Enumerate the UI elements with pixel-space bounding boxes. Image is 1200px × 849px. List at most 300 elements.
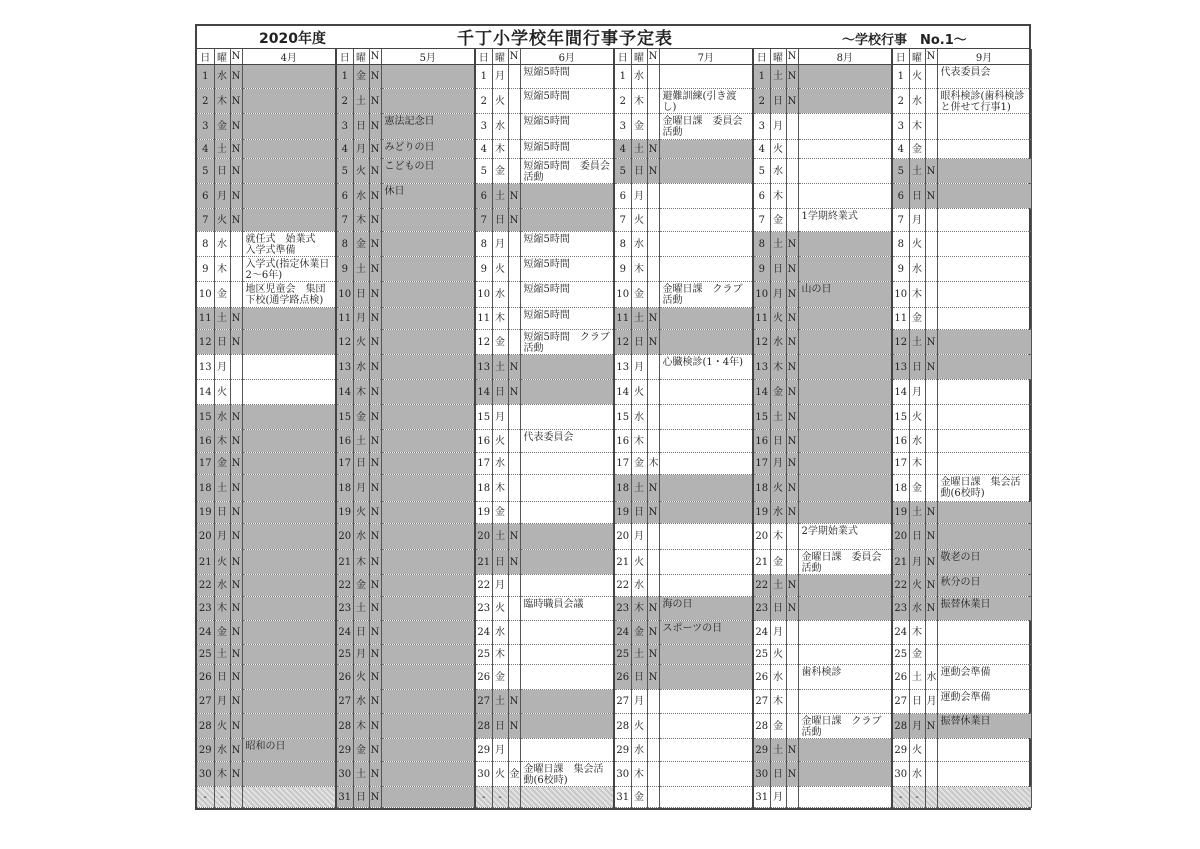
day-cell: 23 <box>614 597 631 621</box>
event-cell <box>381 690 475 714</box>
day-cell: 1 <box>475 65 492 89</box>
day-cell: 6 <box>614 184 631 209</box>
day-cell: 26 <box>336 665 353 690</box>
day-cell: - <box>475 787 492 808</box>
weekday-cell: 木 <box>631 597 647 621</box>
day-cell: 3 <box>614 114 631 140</box>
table-row <box>197 453 1031 475</box>
n-cell <box>925 89 937 114</box>
day-cell: 27 <box>892 690 909 714</box>
event-cell: 短縮5時間 <box>520 282 614 308</box>
weekday-cell: 水 <box>492 621 508 645</box>
day-cell: 28 <box>753 714 770 739</box>
n-cell <box>925 209 937 232</box>
event-cell <box>381 575 475 597</box>
day-cell: 26 <box>892 665 909 690</box>
weekday-cell: 土 <box>631 308 647 330</box>
n-cell: N <box>508 550 520 575</box>
n-cell <box>786 209 798 232</box>
n-cell: N <box>230 453 242 475</box>
weekday-cell: 水 <box>909 762 925 787</box>
weekday-cell: 木 <box>492 645 508 665</box>
column-header-month: 5月 <box>381 49 475 65</box>
n-cell: N <box>647 645 659 665</box>
day-cell: 4 <box>197 140 214 159</box>
day-cell: 14 <box>892 380 909 405</box>
page-subtitle: ～学校行事 No.1～ <box>842 33 967 48</box>
weekday-cell: 火 <box>770 308 786 330</box>
weekday-cell: 火 <box>214 550 230 575</box>
n-cell <box>925 739 937 762</box>
n-cell <box>508 665 520 690</box>
day-cell: 2 <box>197 89 214 114</box>
n-cell <box>925 232 937 257</box>
weekday-cell: 土 <box>909 159 925 184</box>
table-row <box>197 502 1031 524</box>
n-cell <box>786 114 798 140</box>
day-cell: 19 <box>892 502 909 524</box>
column-header-weekday: 曜 <box>631 49 647 65</box>
event-cell <box>798 330 892 355</box>
weekday-cell: 火 <box>353 665 369 690</box>
weekday-cell: 火 <box>770 140 786 159</box>
weekday-cell: 月 <box>909 380 925 405</box>
event-cell: 運動会準備 <box>937 690 1031 714</box>
day-cell: 17 <box>892 453 909 475</box>
day-cell: 15 <box>197 405 214 430</box>
n-cell: N <box>230 690 242 714</box>
n-cell: N <box>369 65 381 89</box>
day-cell: 12 <box>475 330 492 355</box>
event-cell <box>520 209 614 232</box>
weekday-cell: 木 <box>353 550 369 575</box>
day-cell: 25 <box>892 645 909 665</box>
weekday-cell: 土 <box>909 502 925 524</box>
n-cell: N <box>647 597 659 621</box>
event-cell <box>937 502 1031 524</box>
weekday-cell: 月 <box>214 524 230 550</box>
n-cell <box>508 575 520 597</box>
n-cell <box>647 65 659 89</box>
day-cell: 16 <box>197 430 214 453</box>
weekday-cell: 火 <box>909 65 925 89</box>
weekday-cell: 土 <box>909 330 925 355</box>
event-cell: 短縮5時間 <box>520 232 614 257</box>
table-row <box>197 787 1031 808</box>
n-cell <box>508 645 520 665</box>
day-cell: 3 <box>336 114 353 140</box>
event-cell: 1学期終業式 <box>798 209 892 232</box>
event-cell <box>381 645 475 665</box>
n-cell <box>508 232 520 257</box>
n-cell: N <box>925 159 937 184</box>
n-cell: N <box>369 114 381 140</box>
n-cell <box>647 380 659 405</box>
column-header-weekday: 曜 <box>214 49 230 65</box>
weekday-cell: 月 <box>353 475 369 502</box>
weekday-cell: 木 <box>353 714 369 739</box>
event-cell <box>937 159 1031 184</box>
weekday-cell: 木 <box>770 524 786 550</box>
n-cell: N <box>369 453 381 475</box>
event-cell <box>937 430 1031 453</box>
event-cell <box>937 645 1031 665</box>
weekday-cell: 火 <box>492 257 508 282</box>
day-cell: 19 <box>753 502 770 524</box>
n-cell: N <box>230 550 242 575</box>
day-cell: 26 <box>753 665 770 690</box>
n-cell: N <box>925 524 937 550</box>
day-cell: 1 <box>753 65 770 89</box>
event-cell: 短縮5時間 委員会活動 <box>520 159 614 184</box>
n-cell <box>786 159 798 184</box>
event-cell: 避難訓練(引き渡し) <box>659 89 753 114</box>
event-cell <box>937 184 1031 209</box>
n-cell <box>786 690 798 714</box>
n-cell: N <box>369 380 381 405</box>
weekday-cell: 金 <box>353 405 369 430</box>
n-cell <box>647 184 659 209</box>
weekday-cell: 火 <box>353 159 369 184</box>
day-cell: 22 <box>614 575 631 597</box>
day-cell: 2 <box>614 89 631 114</box>
weekday-cell: 日 <box>492 209 508 232</box>
weekday-cell: 水 <box>492 114 508 140</box>
day-cell: 18 <box>892 475 909 502</box>
n-cell: N <box>925 550 937 575</box>
n-cell: N <box>230 140 242 159</box>
n-cell: N <box>369 330 381 355</box>
day-cell: 3 <box>197 114 214 140</box>
event-cell: 心臓検診(1・4年) <box>659 355 753 380</box>
n-cell: N <box>925 184 937 209</box>
n-cell: N <box>369 524 381 550</box>
n-cell <box>925 787 937 808</box>
day-cell: 13 <box>753 355 770 380</box>
table-row <box>197 645 1031 665</box>
event-cell: 短縮5時間 <box>520 257 614 282</box>
table-row <box>197 159 1031 184</box>
event-cell <box>381 405 475 430</box>
event-cell <box>659 308 753 330</box>
n-cell: N <box>369 597 381 621</box>
day-cell: 24 <box>475 621 492 645</box>
day-cell: 14 <box>614 380 631 405</box>
weekday-cell: 水 <box>492 282 508 308</box>
event-cell: 代表委員会 <box>520 430 614 453</box>
event-cell <box>381 502 475 524</box>
day-cell: 17 <box>614 453 631 475</box>
day-cell: 26 <box>197 665 214 690</box>
n-cell: N <box>230 645 242 665</box>
event-cell <box>937 330 1031 355</box>
n-cell: N <box>925 714 937 739</box>
weekday-cell: 木 <box>353 209 369 232</box>
weekday-cell: 月 <box>770 282 786 308</box>
n-cell <box>647 524 659 550</box>
n-cell <box>786 787 798 808</box>
n-cell <box>925 762 937 787</box>
event-cell <box>520 575 614 597</box>
n-cell: N <box>508 184 520 209</box>
weekday-cell: 水 <box>214 575 230 597</box>
n-cell: N <box>369 308 381 330</box>
weekday-cell: 月 <box>770 621 786 645</box>
day-cell: 2 <box>892 89 909 114</box>
weekday-cell: 金 <box>492 502 508 524</box>
day-cell: 23 <box>197 597 214 621</box>
event-cell <box>937 621 1031 645</box>
day-cell: 20 <box>197 524 214 550</box>
n-cell <box>647 89 659 114</box>
day-cell: 9 <box>614 257 631 282</box>
day-cell: 27 <box>336 690 353 714</box>
n-cell: N <box>786 65 798 89</box>
event-cell <box>937 232 1031 257</box>
weekday-cell: 日 <box>214 665 230 690</box>
day-cell: 21 <box>336 550 353 575</box>
event-cell <box>659 787 753 808</box>
n-cell <box>230 787 242 808</box>
weekday-cell: 月 <box>492 232 508 257</box>
column-header-weekday: 曜 <box>353 49 369 65</box>
event-cell <box>242 330 336 355</box>
n-cell <box>925 282 937 308</box>
event-cell <box>798 308 892 330</box>
weekday-cell: 木 <box>909 114 925 140</box>
day-cell: 31 <box>614 787 631 808</box>
n-cell <box>508 475 520 502</box>
weekday-cell: 土 <box>770 232 786 257</box>
day-cell: 9 <box>475 257 492 282</box>
event-cell <box>659 65 753 89</box>
day-cell: 25 <box>753 645 770 665</box>
column-header-n: N <box>786 49 798 65</box>
n-cell <box>925 140 937 159</box>
day-cell: 28 <box>892 714 909 739</box>
day-cell: 15 <box>892 405 909 430</box>
n-cell: N <box>786 575 798 597</box>
day-cell: 6 <box>197 184 214 209</box>
weekday-cell: 月 <box>770 787 786 808</box>
n-cell <box>508 621 520 645</box>
n-cell: N <box>369 209 381 232</box>
weekday-cell: 土 <box>770 405 786 430</box>
column-header-n: N <box>508 49 520 65</box>
n-cell: N <box>925 575 937 597</box>
day-cell: 4 <box>475 140 492 159</box>
day-cell: 5 <box>197 159 214 184</box>
weekday-cell: 水 <box>770 502 786 524</box>
event-cell <box>520 355 614 380</box>
n-cell: N <box>786 380 798 405</box>
weekday-cell: 土 <box>770 575 786 597</box>
n-cell <box>508 89 520 114</box>
event-cell <box>798 89 892 114</box>
event-cell <box>242 665 336 690</box>
event-cell: 短縮5時間 <box>520 114 614 140</box>
n-cell: N <box>230 739 242 762</box>
day-cell: 5 <box>753 159 770 184</box>
n-cell: N <box>230 502 242 524</box>
event-cell <box>937 787 1031 808</box>
event-cell <box>242 89 336 114</box>
event-cell <box>520 184 614 209</box>
n-cell: N <box>369 645 381 665</box>
day-cell: 15 <box>614 405 631 430</box>
weekday-cell: 日 <box>353 114 369 140</box>
day-cell: 29 <box>892 739 909 762</box>
event-cell <box>381 308 475 330</box>
day-cell: 28 <box>197 714 214 739</box>
weekday-cell: 水 <box>909 89 925 114</box>
n-cell: N <box>925 597 937 621</box>
weekday-cell: 月 <box>353 140 369 159</box>
event-cell: 秋分の日 <box>937 575 1031 597</box>
n-cell: N <box>369 232 381 257</box>
event-cell <box>520 475 614 502</box>
n-cell <box>508 140 520 159</box>
event-cell <box>242 140 336 159</box>
n-cell <box>508 739 520 762</box>
day-cell: 27 <box>753 690 770 714</box>
weekday-cell: 火 <box>214 714 230 739</box>
day-cell: 5 <box>892 159 909 184</box>
day-cell: 1 <box>197 65 214 89</box>
event-cell <box>798 597 892 621</box>
weekday-cell: 水 <box>770 159 786 184</box>
event-cell <box>381 355 475 380</box>
weekday-cell: 月 <box>909 714 925 739</box>
day-cell: 1 <box>892 65 909 89</box>
day-cell: 28 <box>475 714 492 739</box>
day-cell: 6 <box>475 184 492 209</box>
weekday-cell: 水 <box>909 430 925 453</box>
weekday-cell: 木 <box>492 475 508 502</box>
day-cell: 3 <box>892 114 909 140</box>
day-cell: 6 <box>753 184 770 209</box>
weekday-cell: 土 <box>492 690 508 714</box>
n-cell: N <box>230 65 242 89</box>
n-cell: 月 <box>925 690 937 714</box>
n-cell: N <box>230 621 242 645</box>
day-cell: 19 <box>475 502 492 524</box>
day-cell: 19 <box>614 502 631 524</box>
day-cell: 17 <box>197 453 214 475</box>
n-cell <box>925 430 937 453</box>
n-cell <box>786 140 798 159</box>
n-cell: N <box>786 762 798 787</box>
day-cell: 28 <box>614 714 631 739</box>
day-cell: 8 <box>753 232 770 257</box>
event-cell <box>520 380 614 405</box>
weekday-cell: 火 <box>214 380 230 405</box>
n-cell <box>647 282 659 308</box>
n-cell: N <box>647 308 659 330</box>
event-cell: 運動会準備 <box>937 665 1031 690</box>
day-cell: 23 <box>475 597 492 621</box>
column-header-n: N <box>369 49 381 65</box>
event-cell: 金曜日課 集会活動(6校時) <box>937 475 1031 502</box>
day-cell: 21 <box>475 550 492 575</box>
event-cell: 臨時職員会議 <box>520 597 614 621</box>
weekday-cell: 金 <box>770 380 786 405</box>
event-cell <box>659 184 753 209</box>
n-cell: N <box>369 89 381 114</box>
weekday-cell: 日 <box>353 787 369 808</box>
event-cell <box>381 65 475 89</box>
column-header-day: 日 <box>614 49 631 65</box>
event-cell <box>520 645 614 665</box>
weekday-cell: 日 <box>770 762 786 787</box>
weekday-cell: 日 <box>353 453 369 475</box>
n-cell: N <box>230 524 242 550</box>
n-cell <box>786 550 798 575</box>
table-row <box>197 114 1031 140</box>
day-cell: 22 <box>892 575 909 597</box>
event-cell <box>798 645 892 665</box>
event-cell <box>659 475 753 502</box>
day-cell: 25 <box>336 645 353 665</box>
n-cell <box>786 524 798 550</box>
event-cell <box>242 355 336 380</box>
weekday-cell: 土 <box>353 762 369 787</box>
weekday-cell: 日 <box>353 621 369 645</box>
title-bar <box>197 26 1029 49</box>
day-cell: 10 <box>614 282 631 308</box>
n-cell: N <box>369 621 381 645</box>
event-cell <box>242 575 336 597</box>
day-cell: 18 <box>614 475 631 502</box>
n-cell <box>925 621 937 645</box>
event-cell <box>381 665 475 690</box>
weekday-cell: 日 <box>770 597 786 621</box>
day-cell: 13 <box>892 355 909 380</box>
n-cell <box>786 621 798 645</box>
n-cell <box>786 184 798 209</box>
weekday-cell: 日 <box>214 330 230 355</box>
event-cell <box>520 739 614 762</box>
weekday-cell: 土 <box>909 665 925 690</box>
day-cell: 1 <box>336 65 353 89</box>
weekday-cell: 木 <box>770 690 786 714</box>
weekday-cell: 日 <box>631 502 647 524</box>
weekday-cell: 日 <box>631 330 647 355</box>
weekday-cell: 月 <box>492 575 508 597</box>
n-cell <box>647 787 659 808</box>
day-cell: 11 <box>475 308 492 330</box>
event-cell <box>937 114 1031 140</box>
weekday-cell: 日 <box>492 380 508 405</box>
day-cell: 23 <box>753 597 770 621</box>
event-cell: 昭和の日 <box>242 739 336 762</box>
n-cell: N <box>369 405 381 430</box>
n-cell: N <box>786 475 798 502</box>
event-cell <box>659 550 753 575</box>
weekday-cell: 水 <box>631 405 647 430</box>
event-cell: 短縮5時間 <box>520 308 614 330</box>
n-cell: N <box>786 453 798 475</box>
n-cell: N <box>647 502 659 524</box>
day-cell: 2 <box>475 89 492 114</box>
day-cell: 25 <box>614 645 631 665</box>
table-row <box>197 380 1031 405</box>
n-cell <box>647 405 659 430</box>
day-cell: 20 <box>753 524 770 550</box>
weekday-cell: 月 <box>770 114 786 140</box>
n-cell: N <box>230 405 242 430</box>
weekday-cell: 水 <box>214 232 230 257</box>
